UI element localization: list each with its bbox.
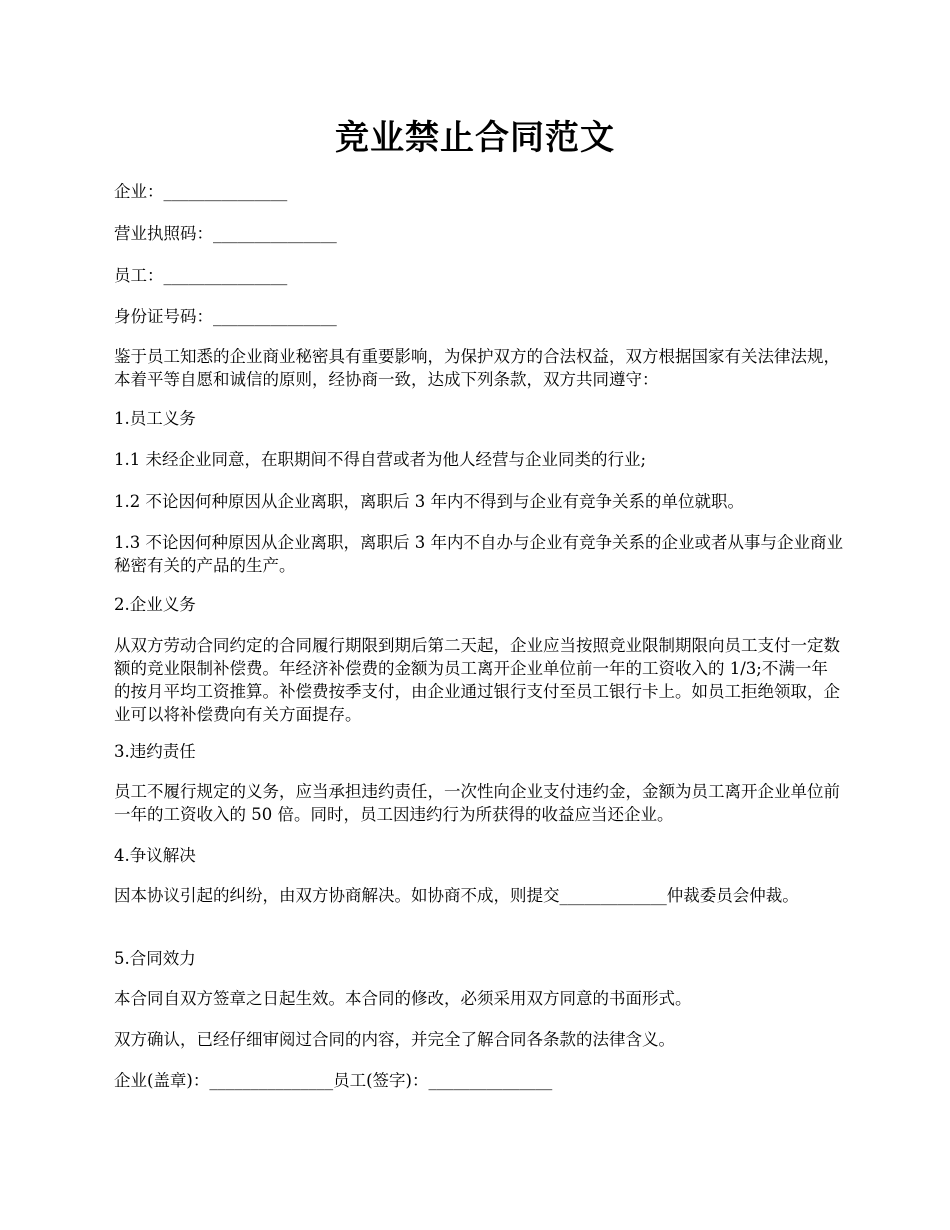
clause-1-2: 1.2 不论因何种原因从企业离职，离职后 3 年内不得到与企业有竞争关系的单位就职。 [114, 492, 744, 511]
clause-1-3: 1.3 不论因何种原因从企业离职，离职后 3 年内不自办与企业有竞争关系的企业或者从事与企业商业秘密有关的产品的生产。 [114, 533, 843, 575]
field-employee: 员工：_______________ [114, 266, 288, 285]
field-license: 营业执照码：_______________ [114, 224, 337, 243]
section-3-body: 员工不履行规定的义务，应当承担违约责任，一次性向企业支付违约金，金额为员工离开企业单位前一年的工资收入的 50 倍。同时，员工因违约行为所获得的收益应当还企业。 [114, 782, 840, 824]
intro-paragraph: 鉴于员工知悉的企业商业秘密具有重要影响，为保护双方的合法权益，双方根据国家有关法律法规，本着平等自愿和诚信的原则，经协商一致，达成下列条款，双方共同遵守： [114, 347, 840, 389]
document-title: 竞业禁止合同范文 [335, 118, 615, 158]
section-4-heading: 4.争议解决 [114, 846, 196, 865]
confirmation-paragraph: 双方确认，已经仔细审阅过合同的内容，并完全了解合同各条款的法律含义。 [114, 1030, 675, 1049]
section-1-heading: 1.员工义务 [114, 409, 196, 428]
section-2-heading: 2.企业义务 [114, 595, 196, 614]
field-id-number: 身份证号码：_______________ [114, 307, 337, 326]
section-3-heading: 3.违约责任 [114, 742, 196, 761]
section-5-heading: 5.合同效力 [114, 949, 196, 968]
clause-1-1: 1.1 未经企业同意，在职期间不得自营或者为他人经营与企业同类的行业; [114, 450, 647, 469]
section-2-body: 从双方劳动合同约定的合同履行期限到期后第二天起，企业应当按照竞业限制期限向员工支付一定数额的竞业限制补偿费。年经济补偿费的金额为员工离开企业单位前一年的工资收入的 1/3;不满一年的按月平均工资推算。补偿费按季支付，由企业通过银行支付至员工银行卡上。如员工拒绝领取，企业可以将补偿费向有关方面提存。 [114, 636, 840, 724]
signature-line: 企业(盖章)：_______________员工(签字)：_______________ [114, 1071, 553, 1090]
field-company: 企业：_______________ [114, 182, 288, 201]
section-4-body: 因本协议引起的纠纷，由双方协商解决。如协商不成，则提交_____________仲裁委员会仲裁。 [114, 886, 799, 905]
section-5-body: 本合同自双方签章之日起生效。本合同的修改，必须采用双方同意的书面形式。 [114, 989, 692, 1008]
